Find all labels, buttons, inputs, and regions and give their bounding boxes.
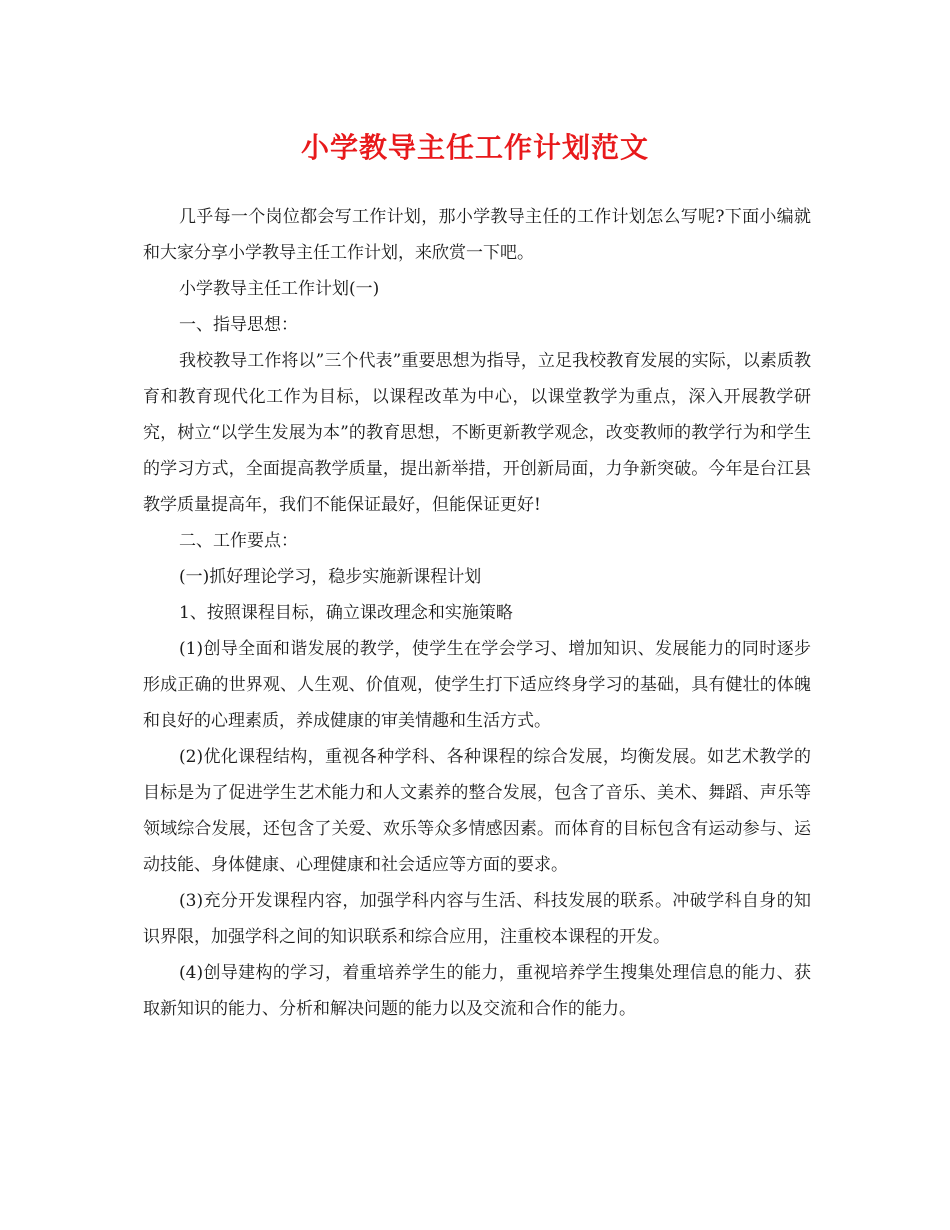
list-item-3: (3)充分开发课程内容，加强学科内容与生活、科技发展的联系。冲破学科自身的知识界限，加强学科之间的知识联系和综合应用，注重校本课程的开发。 [143,891,811,947]
paragraph-guiding-thought: 我校教导工作将以”三个代表”重要思想为指导，立足我校教育发展的实际，以素质教育和教育现代化工作为目标，以课程改革为中心，以课堂教学为重点，深入开展教学研究，树立“以学生发展为本”的教育思想，不断更新教学观念，改变教师的教学行为和学生的学习方式，全面提高教学质量，提出新举措，开创新局面，力争新突破。今年是台江县教学质量提高年，我们不能保证最好，但能保证更好! [143,351,811,515]
paragraph-intro: 几乎每一个岗位都会写工作计划，那小学教导主任的工作计划怎么写呢?下面小编就和大家分享小学教导主任工作计划，来欣赏一下吧。 [143,207,811,263]
list-item-4: (4)创导建构的学习，着重培养学生的能力，重视培养学生搜集处理信息的能力、获取新知识的能力、分析和解决问题的能力以及交流和合作的能力。 [143,963,811,1019]
section-heading-work-points: 二、工作要点： [179,531,298,551]
document-title: 小学教导主任工作计划范文 [300,131,649,164]
subheading-curriculum-goals: 1、按照课程目标，确立课改理念和实施策略 [179,603,513,623]
section-heading-guiding-thought: 一、指导思想： [179,315,298,335]
list-item-1: (1)创导全面和谐发展的教学，使学生在学会学习、增加知识、发展能力的同时逐步形成正确的世界观、人生观、价值观，使学生打下适应终身学习的基础，具有健壮的体魄和良好的心理素质，养成健康的审美情趣和生活方式。 [143,639,811,731]
section-heading-plan-1: 小学教导主任工作计划(一) [179,279,380,299]
list-item-2: (2)优化课程结构，重视各种学科、各种课程的综合发展，均衡发展。如艺术教学的目标是为了促进学生艺术能力和人文素养的整合发展，包含了音乐、美术、舞蹈、声乐等领域综合发展，还包含了关爱、欢乐等众多情感因素。而体育的目标包含有运动参与、运动技能、身体健康、心理健康和社会适应等方面的要求。 [143,747,811,875]
document-body [143,199,811,1027]
subheading-theory-study: (一)抓好理论学习，稳步实施新课程计划 [179,567,482,587]
